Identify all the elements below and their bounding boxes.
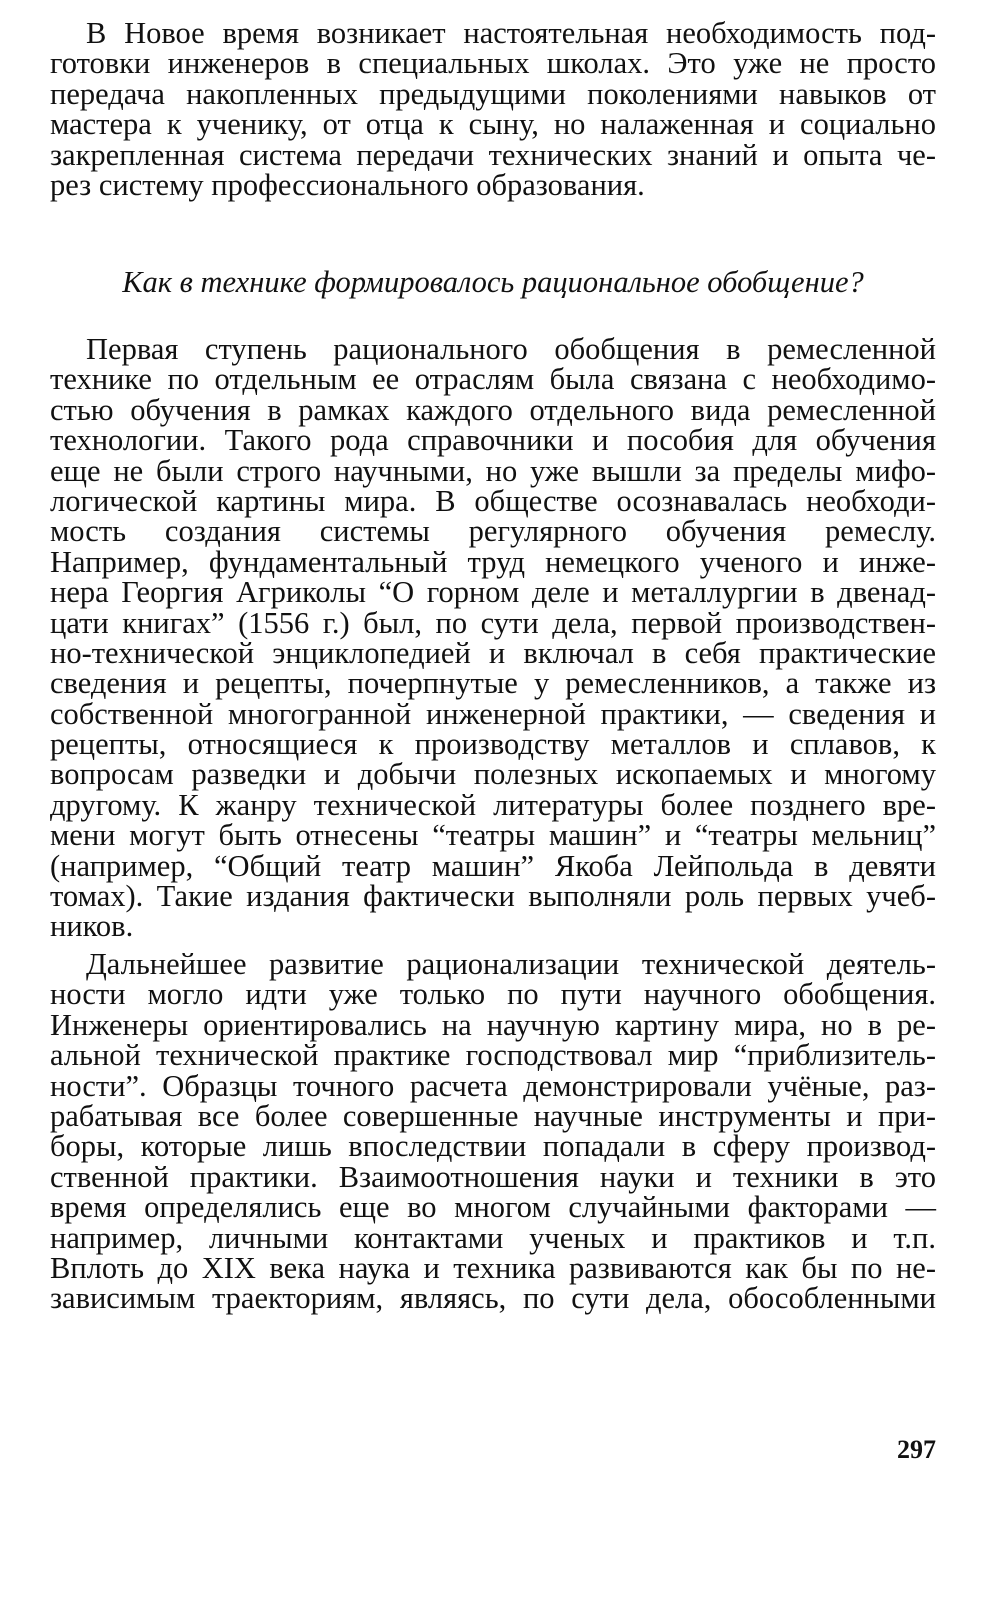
text-line: мость создания системы регулярного обучения ремеслу. (50, 514, 936, 549)
section-heading: Как в технике формировалось рациональное обобщение? (122, 265, 864, 299)
text-line: альной технической практике господствовал мир “приблизитель- (50, 1038, 936, 1073)
text-line: ственной практики. Взаимоотношения науки и техники в это (50, 1159, 936, 1194)
text-line: боры, которые лишь впоследствии попадали в сферу производ- (50, 1129, 936, 1164)
text-line: Инженеры ориентировались на научную картину мира, но в ре- (50, 1007, 936, 1042)
text-line: рабатывая все более совершенные научные инструменты и при- (50, 1098, 936, 1133)
text-line: готовки инженеров в специальных школах. Это уже не просто (50, 46, 936, 81)
text-line: рецепты, относящиеся к производству металлов и сплавов, к (50, 727, 936, 762)
text-line: собственной многогранной инженерной практики, — сведения и (50, 696, 936, 731)
text-line: другому. К жанру технической литературы более позднего вре- (50, 787, 936, 822)
text-line: сведения и рецепты, почерпнутые у ремесленников, а также из (50, 666, 936, 701)
text-line: томах). Такие издания фактически выполняли роль первых учеб- (50, 879, 936, 914)
text-line: рез систему профессионального образования. (50, 167, 645, 202)
text-line: ности”. Образцы точного расчета демонстрировали учёные, раз- (50, 1068, 936, 1103)
text-line: В Новое время возникает настоятельная необходимость под- (86, 16, 936, 50)
text-line: передача накопленных предыдущими поколениями навыков от (50, 76, 936, 111)
paragraph-rationalization (50, 949, 936, 1314)
text-line: стью обучения в рамках каждого отдельного вида ремесленной (50, 392, 936, 427)
text-line: время определялись еще во многом случайными факторами — (50, 1190, 936, 1225)
page-number: 297 (897, 1435, 936, 1464)
text-line: (например, “Общий театр машин” Якоба Лейпольда в девяти (50, 848, 936, 883)
intro-paragraph (50, 18, 936, 200)
text-line: мастера к ученику, от отца к сыну, но налаженная и социально (50, 107, 936, 142)
text-line: вопросам разведки и добычи полезных ископаемых и многому (50, 757, 936, 792)
text-line: еще не были строго научными, но уже вышли за пределы мифо- (50, 453, 936, 488)
text-line: например, личными контактами ученых и практиков и т.п. (50, 1220, 936, 1255)
text-line: технике по отдельным ее отраслям была связана с необходимо- (50, 362, 936, 397)
text-line: нера Георгия Агриколы “О горном деле и металлургии в двенад- (50, 575, 936, 610)
text-line: Например, фундаментальный труд немецкого ученого и инже- (50, 544, 936, 579)
text-line: цати книгах” (1556 г.) был, по сути дела, первой производствен- (50, 605, 936, 640)
text-line: но-технической энциклопедией и включал в себя практические (50, 635, 936, 670)
text-line: зависимым траекториям, являясь, по сути дела, обособленными (50, 1281, 936, 1316)
text-line: логической картины мира. В обществе осознавалась необходи- (50, 483, 936, 518)
paragraph-agricola (50, 334, 936, 942)
text-line: Дальнейшее развитие рационализации технической деятель- (86, 947, 936, 981)
text-line: ников. (50, 909, 134, 944)
text-line: технологии. Такого рода справочники и пособия для обучения (50, 423, 936, 458)
text-line: Вплоть до XIX века наука и техника развиваются как бы по не- (50, 1250, 936, 1285)
text-line: мени могут быть отнесены “театры машин” и “театры мельниц” (50, 818, 936, 853)
text-line: Первая ступень рационального обобщения в ремесленной (86, 332, 936, 366)
book-page (50, 18, 936, 1578)
text-line: закрепленная система передачи технических знаний и опыта че- (50, 137, 936, 172)
text-line: ности могло идти уже только по пути научного обобщения. (50, 977, 936, 1012)
